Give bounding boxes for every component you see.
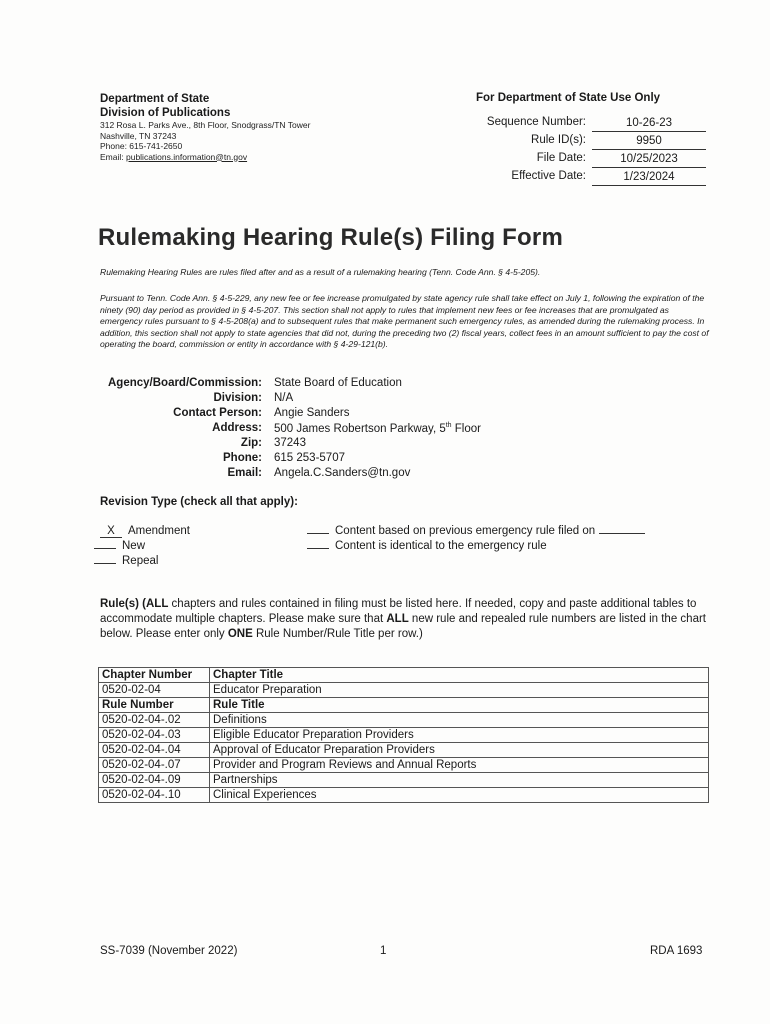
table-row [99,743,709,758]
rules-one-emphasis: ONE [227,628,253,640]
publisher-email-line [100,152,400,163]
rule-id-row [476,134,708,152]
division-name: Division of Publications [100,107,231,119]
agency-label: Agency/Board/Commission: [108,377,262,389]
chapter-header-row [99,668,709,683]
emergency-prev-checkbox-row[interactable] [307,525,645,537]
amendment-check-mark[interactable]: X [100,525,122,538]
publisher-phone: Phone: 615-741-2650 [100,141,183,151]
emergency-same-check-blank[interactable] [307,548,329,549]
repeal-check-blank[interactable] [94,563,116,564]
phone-value: 615 253-5707 [274,452,345,464]
state-use-only-block [476,92,716,183]
sequence-number-value: 10-26-23 [592,116,706,132]
form-title: Rulemaking Hearing Rule(s) Filing Form [98,224,563,251]
new-check-blank[interactable] [94,548,116,549]
table-row [99,728,709,743]
rule-number-cell: 0520-02-04-.02 [99,713,210,728]
chapter-title-cell: Educator Preparation [210,683,709,698]
repeal-label: Repeal [122,555,159,567]
chapter-row [99,683,709,698]
address-row [100,422,600,437]
email-field-label: Email: [227,467,262,479]
new-checkbox-row[interactable] [94,540,145,552]
rule-title-cell: Definitions [210,713,709,728]
sequence-number-label: Sequence Number: [486,116,586,128]
zip-row [100,437,600,452]
rule-title-header: Rule Title [210,698,709,713]
emergency-prev-label: Content based on previous emergency rule filed on [335,525,596,537]
file-date-label: File Date: [536,152,586,164]
phone-row [100,452,600,467]
page-number: 1 [380,945,387,957]
publisher-email-link[interactable]: publications.information@tn.gov [125,151,248,162]
email-label: Email: [100,151,126,162]
dept-name: Department of State [100,93,210,105]
fee-statute-paragraph: Pursuant to Tenn. Code Ann. § 4-5-229, any new fee or fee increase promulgated by state agency rule shall take effect on July 1, following the expiration of the ninety (90) day period as provided in § 4-5-207. This section shall not apply to rules that implement new fees or fee increases that are promulgated as emergency rules pursuant to § 4-5-208(a) and to subsequent rules that make permanent such emergency rules, as amended during the rulemaking process. In addition, this section shall not apply to state agencies that did not, during the preceding two (2) fiscal years, collect fees in an amount sufficient to pay the cost of operating the board, commission or entity in accordance with § 4-29-121(b). [100,293,709,349]
rules-text-2: new rule and repealed rule numbers are listed in the chart below. Please enter only [100,613,706,640]
rule-number-cell: 0520-02-04-.07 [99,758,210,773]
rules-all-emphasis: ALL [386,613,409,625]
rule-id-value: 9950 [592,134,706,150]
rules-table [98,667,709,803]
publisher-city: Nashville, TN 37243 [100,130,177,141]
rules-text-1: chapters and rules contained in filing must be listed here. If needed, copy and paste additional tables to accommodate multiple chapters. Please make sure that [100,598,697,625]
rule-number-cell: 0520-02-04-.04 [99,743,210,758]
rda-number: RDA 1693 [650,945,703,957]
contact-label: Contact Person: [173,407,262,419]
rules-text-3: Rule Number/Rule Title per row.) [252,628,423,640]
table-row [99,758,709,773]
rules-prefix: Rule(s) (ALL [100,598,169,610]
rule-header-row [99,698,709,713]
file-date-value: 10/25/2023 [592,152,706,168]
contact-row [100,407,600,422]
table-row [99,788,709,803]
agency-value: State Board of Education [274,377,402,389]
rule-title-cell: Eligible Educator Preparation Providers [210,728,709,743]
rule-number-header: Rule Number [99,698,210,713]
rule-id-label: Rule ID(s): [531,134,586,146]
form-number: SS-7039 (November 2022) [100,945,238,957]
table-row [99,773,709,788]
agency-row [100,377,600,392]
state-use-only-title: For Department of State Use Only [476,92,661,104]
chapter-number-header: Chapter Number [99,668,210,683]
phone-label: Phone: [223,452,262,464]
zip-value: 37243 [274,437,306,449]
zip-label: Zip: [240,437,262,449]
file-date-row [476,152,708,170]
new-label: New [122,540,146,552]
rule-number-cell: 0520-02-04-.09 [99,773,210,788]
rule-title-cell: Partnerships [210,773,709,788]
emergency-same-label: Content is identical to the emergency rule [335,540,547,552]
emergency-prev-check-blank[interactable] [307,533,329,534]
repeal-checkbox-row[interactable] [94,555,158,567]
effective-date-label: Effective Date: [511,170,586,182]
rule-number-cell: 0520-02-04-.10 [99,788,210,803]
rule-title-cell: Approval of Educator Preparation Providers [210,743,709,758]
amendment-checkbox-row[interactable] [100,525,190,538]
table-row [99,713,709,728]
contact-value: Angie Sanders [274,407,350,419]
effective-date-value: 1/23/2024 [592,170,706,186]
amendment-label: Amendment [128,525,191,537]
publisher-address: 312 Rosa L. Parks Ave., 8th Floor, Snodgrass/TN Tower [100,120,311,130]
rule-title-cell: Provider and Program Reviews and Annual Reports [210,758,709,773]
effective-date-row [476,170,708,188]
publisher-block [100,92,400,162]
email-row [100,467,600,482]
rule-title-cell: Clinical Experiences [210,788,709,803]
emergency-same-checkbox-row[interactable] [307,540,547,552]
sequence-number-row [476,116,708,134]
emergency-date-blank[interactable] [599,533,645,534]
form-subnote: Rulemaking Hearing Rules are rules filed after and as a result of a rulemaking hearing (Tenn. Code Ann. § 4-5-205). [100,267,541,277]
division-row [100,392,600,407]
email-value: Angela.C.Sanders@tn.gov [274,467,411,479]
address-label: Address: [212,422,262,434]
rule-number-cell: 0520-02-04-.03 [99,728,210,743]
address-value: 500 James Robertson Parkway, 5th Floor [274,422,481,435]
chapter-title-header: Chapter Title [210,668,709,683]
rules-instructions [100,597,712,642]
revision-type-title: Revision Type (check all that apply): [100,496,298,508]
division-value: N/A [274,392,294,404]
division-label: Division: [213,392,262,404]
chapter-number-cell: 0520-02-04 [99,683,210,698]
